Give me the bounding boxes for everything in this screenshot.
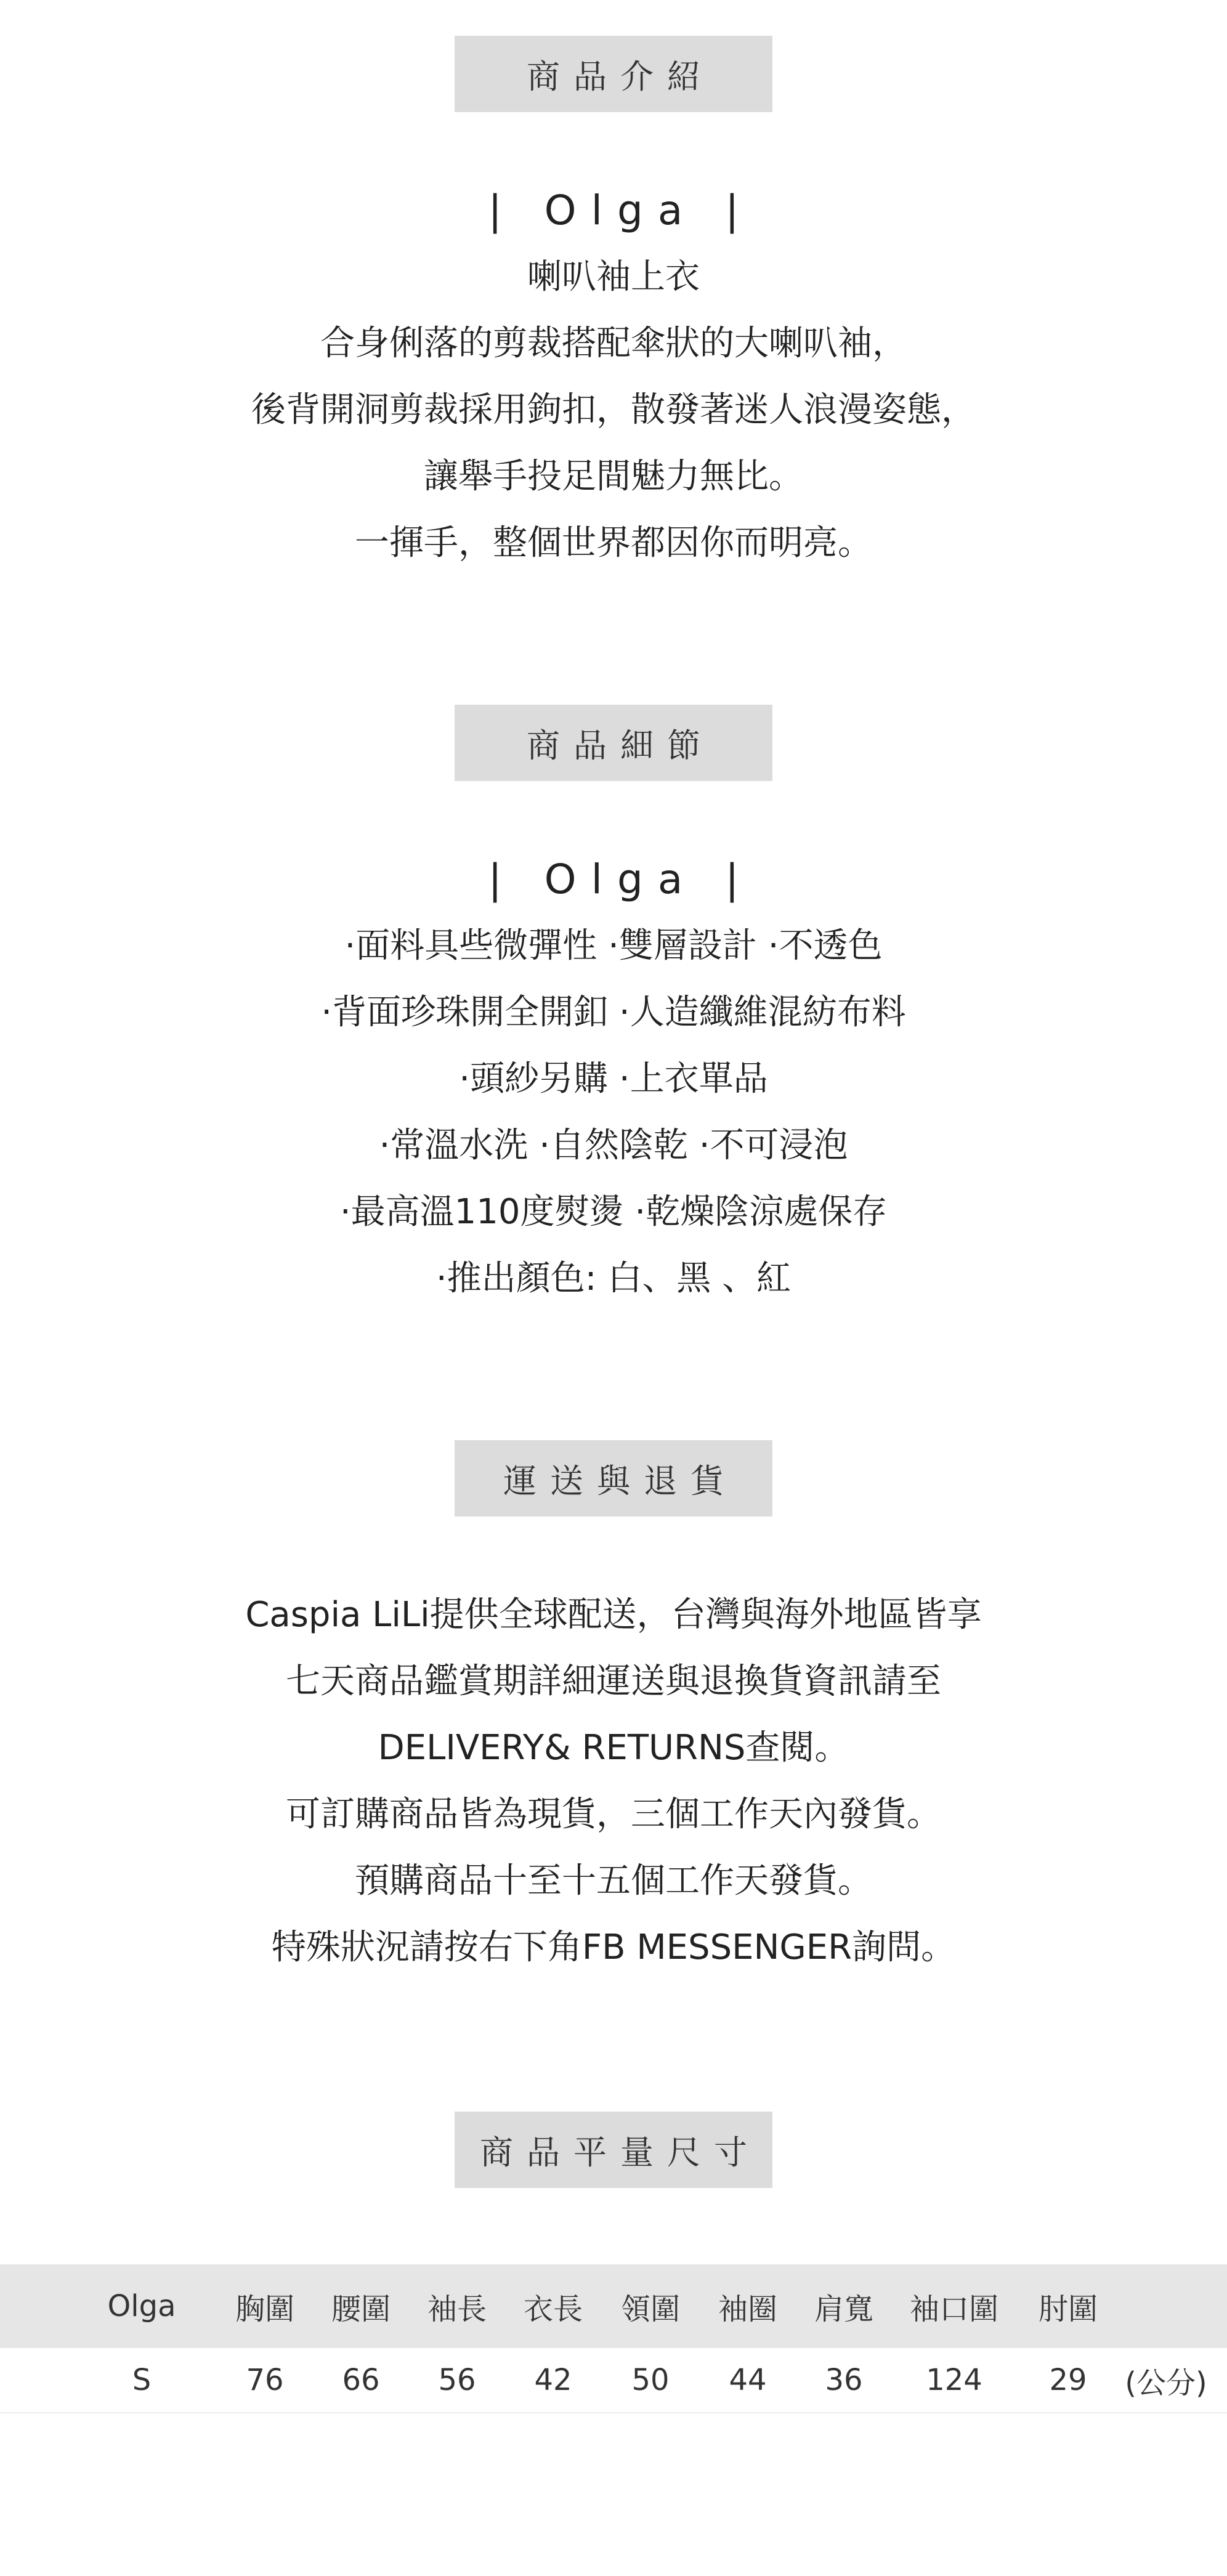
size-header-waist: 腰圍	[331, 2291, 391, 2327]
size-cell-shoulder: 36	[825, 2363, 863, 2397]
size-cell-length: 42	[534, 2363, 572, 2397]
size-header-neck: 領圍	[620, 2291, 680, 2327]
detail-line: ·面料具些微彈性 ·雙層設計 ·不透色	[344, 926, 883, 966]
intro-line: 讓舉手投足間魅力無比。	[424, 456, 803, 496]
size-table-row	[0, 2348, 1227, 2413]
intro-line: 一揮手，整個世界都因你而明亮。	[355, 523, 872, 563]
shipping-line: 預購商品十至十五個工作天發貨。	[355, 1861, 872, 1901]
size-header-elbow: 肘圍	[1038, 2291, 1098, 2327]
heading-product-details: 商品細節	[455, 705, 772, 781]
heading-product-intro: 商品介紹	[455, 36, 772, 112]
size-header-armhole: 袖圈	[718, 2291, 777, 2327]
heading-shipping-returns: 運送與退貨	[455, 1440, 772, 1517]
size-cell-size: S	[132, 2363, 152, 2397]
intro-line: 合身俐落的剪裁搭配傘狀的大喇叭袖，	[320, 323, 907, 363]
size-header-length: 衣長	[523, 2291, 583, 2327]
detail-line: ·背面珍珠開全開釦 ·人造纖維混紡布料	[321, 992, 906, 1032]
product-name: | Olga |	[488, 187, 754, 234]
intro-line: 喇叭袖上衣	[527, 257, 700, 297]
size-header-model: Olga	[107, 2289, 176, 2323]
intro-line: 後背開洞剪裁採用鉤扣，散發著迷人浪漫姿態，	[251, 390, 976, 430]
size-cell-waist: 66	[342, 2363, 380, 2397]
shipping-line: 可訂購商品皆為現貨，三個工作天內發貨。	[286, 1794, 941, 1834]
size-table	[0, 2264, 1227, 2412]
product-name: | Olga |	[488, 856, 754, 903]
size-unit-label: (公分)	[1125, 2365, 1207, 2400]
shipping-line: 七天商品鑑賞期詳細運送與退換貨資訊請至	[286, 1661, 941, 1701]
product-intro-block	[0, 177, 1227, 577]
size-cell-sleeve-length: 56	[438, 2363, 476, 2397]
size-header-shoulder: 肩寬	[814, 2291, 873, 2327]
detail-line: ·常溫水洗 ·自然陰乾 ·不可浸泡	[379, 1125, 848, 1165]
shipping-line: 特殊狀況請按右下角FB MESSENGER詢問。	[271, 1927, 956, 1967]
shipping-line: DELIVERY& RETURNS查閱。	[378, 1728, 849, 1768]
detail-line: ·最高溫110度熨燙 ·乾燥陰涼處保存	[339, 1192, 888, 1232]
size-cell-chest: 76	[246, 2363, 284, 2397]
product-details-block	[0, 846, 1227, 1312]
size-table-header-row	[0, 2264, 1227, 2348]
heading-size-chart: 商品平量尺寸	[455, 2112, 772, 2188]
size-cell-cuff: 124	[926, 2363, 982, 2397]
size-header-cuff: 袖口圍	[909, 2291, 998, 2327]
size-cell-armhole: 44	[729, 2363, 767, 2397]
shipping-line: Caspia LiLi提供全球配送，台灣與海外地區皆享	[245, 1595, 982, 1635]
size-cell-elbow: 29	[1049, 2363, 1087, 2397]
size-header-chest: 胸圍	[235, 2291, 294, 2327]
detail-line: ·推出顏色: 白、黑 、紅	[435, 1258, 792, 1298]
shipping-block	[0, 1582, 1227, 1981]
size-header-sleeve-length: 袖長	[427, 2291, 487, 2327]
detail-line: ·頭紗另購 ·上衣單品	[459, 1059, 768, 1099]
size-cell-neck: 50	[631, 2363, 670, 2397]
